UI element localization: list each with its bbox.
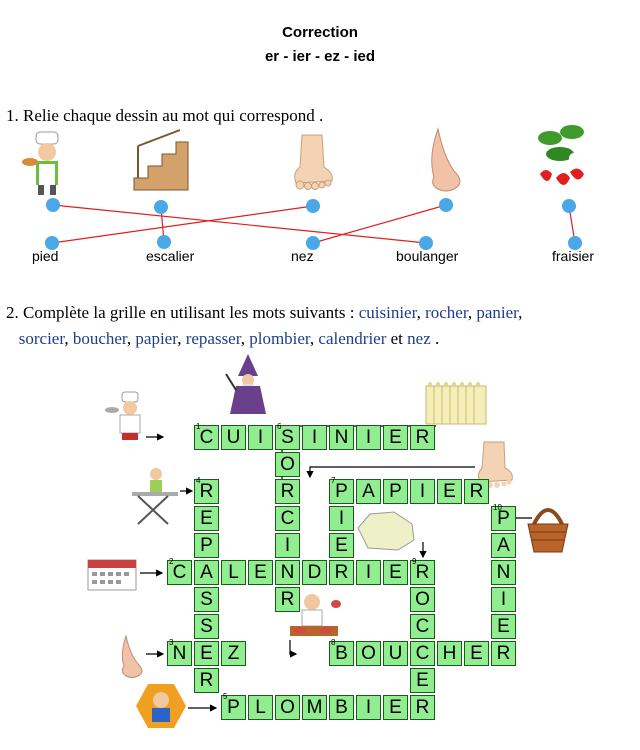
crossword-cell[interactable] xyxy=(437,641,462,666)
crossword-cell[interactable] xyxy=(194,668,219,693)
crossword-letter: M xyxy=(306,697,323,718)
crossword-cell[interactable] xyxy=(383,479,408,504)
clue-number: 7 xyxy=(331,476,336,485)
clue-number: 5 xyxy=(223,692,228,701)
word-fraisier: fraisier xyxy=(552,248,595,264)
clue-number: 1 xyxy=(196,422,201,431)
crossword-letter: C xyxy=(280,508,295,529)
crossword-cell[interactable] xyxy=(437,479,462,504)
crossword-letter: N xyxy=(280,562,295,583)
crossword-cell[interactable] xyxy=(329,506,354,531)
crossword-letter: S xyxy=(200,616,213,637)
crossword-cell[interactable] xyxy=(194,560,219,585)
crossword-letter: O xyxy=(280,697,295,718)
clue-number: 2 xyxy=(169,557,174,566)
crossword-cell[interactable] xyxy=(167,638,192,666)
crossword-letter: E xyxy=(443,481,456,502)
crossword-cell[interactable] xyxy=(248,560,273,585)
crossword-letter: I xyxy=(365,427,372,448)
crossword-letter: N xyxy=(172,643,187,664)
crossword-cell[interactable] xyxy=(194,533,219,558)
word-pied: pied xyxy=(32,248,59,264)
crossword-letter: H xyxy=(442,643,457,664)
crossword-letter: E xyxy=(200,508,213,529)
crossword-cell[interactable] xyxy=(383,641,408,666)
crossword-cell[interactable] xyxy=(410,695,435,720)
crossword-letter: I xyxy=(257,427,264,448)
crossword-cell[interactable] xyxy=(329,638,354,666)
exercise-1-instruction: 1. Relie chaque dessin au mot qui correspond . xyxy=(6,106,324,125)
crossword-letter: N xyxy=(334,427,349,448)
crossword-letter: R xyxy=(280,589,295,610)
crossword-cell[interactable] xyxy=(248,425,273,450)
crossword-letter: O xyxy=(415,589,430,610)
crossword-cell[interactable] xyxy=(275,452,300,477)
crossword-cell[interactable] xyxy=(410,641,435,666)
crossword-cell[interactable] xyxy=(356,641,381,666)
crossword-cell[interactable] xyxy=(491,503,516,531)
clue-number: 8 xyxy=(331,638,336,647)
crossword-cell[interactable] xyxy=(383,425,408,450)
crossword-letter: P xyxy=(389,481,402,502)
crossword-cell[interactable] xyxy=(410,668,435,693)
crossword-cell[interactable] xyxy=(383,560,408,585)
crossword-cell[interactable] xyxy=(329,533,354,558)
crossword-letter: R xyxy=(415,562,430,583)
crossword-letter: R xyxy=(415,697,430,718)
crossword-letter: B xyxy=(335,643,348,664)
crossword-letter: I xyxy=(311,427,318,448)
crossword-cell[interactable] xyxy=(221,641,246,666)
crossword-letter: R xyxy=(334,562,349,583)
page-subtitle: er - ier - ez - ied xyxy=(264,48,376,65)
crossword-cell[interactable] xyxy=(275,422,300,450)
crossword-letter: I xyxy=(338,508,345,529)
crossword-letter: S xyxy=(200,589,213,610)
crossword-cell[interactable] xyxy=(302,695,327,720)
crossword-letter: E xyxy=(497,616,510,637)
crossword-letter: Z xyxy=(227,643,240,664)
clue-number: 4 xyxy=(196,476,201,485)
crossword-letter: I xyxy=(365,562,372,583)
crossword-cell[interactable] xyxy=(464,641,489,666)
crossword-cell[interactable] xyxy=(275,479,300,504)
crossword-cell[interactable] xyxy=(329,560,354,585)
crossword-cell[interactable] xyxy=(464,479,489,504)
crossword-letter: I xyxy=(365,697,372,718)
crossword-letter: L xyxy=(228,562,239,583)
crossword-letter: C xyxy=(199,427,214,448)
crossword-cell[interactable] xyxy=(194,476,219,504)
crossword-cell[interactable] xyxy=(275,506,300,531)
crossword-letter: E xyxy=(254,562,267,583)
crossword-cell[interactable] xyxy=(194,641,219,666)
crossword-cell[interactable] xyxy=(356,425,381,450)
crossword-letter: R xyxy=(496,643,511,664)
crossword-letter: R xyxy=(199,670,214,691)
page-title: Correction xyxy=(282,24,358,41)
crossword-cell[interactable] xyxy=(275,533,300,558)
crossword-letter: I xyxy=(500,589,507,610)
crossword-letter: E xyxy=(200,643,213,664)
clue-number: 6 xyxy=(277,422,282,431)
crossword-letter: P xyxy=(497,508,510,529)
crossword-letter: E xyxy=(389,562,402,583)
crossword-letter: E xyxy=(335,535,348,556)
crossword-cell[interactable] xyxy=(221,425,246,450)
crossword-letter: I xyxy=(284,535,291,556)
crossword-letter: R xyxy=(469,481,484,502)
crossword-letter: O xyxy=(361,643,376,664)
crossword-letter: L xyxy=(255,697,266,718)
crossword-letter: O xyxy=(280,454,295,475)
crossword-cell[interactable] xyxy=(491,587,516,612)
clue-number: 9 xyxy=(412,557,417,566)
exercise-2-instruction: 2. Complète la grille en utilisant les mots suivants : cuisinier, rocher, panier, sorcier, boucher, papier, repasser, plombier, calendrier et nez . xyxy=(6,303,523,348)
crossword-cell[interactable] xyxy=(302,425,327,450)
crossword-cell[interactable] xyxy=(356,560,381,585)
crossword-letter: S xyxy=(281,427,294,448)
crossword-cell[interactable] xyxy=(221,560,246,585)
crossword-letter: R xyxy=(415,427,430,448)
crossword-letter: B xyxy=(335,697,348,718)
crossword-letter: P xyxy=(227,697,240,718)
crossword-cell[interactable] xyxy=(356,479,381,504)
crossword-letter: E xyxy=(416,670,429,691)
crossword-letter: U xyxy=(388,643,403,664)
crossword-letter: P xyxy=(335,481,348,502)
crossword-letter: N xyxy=(496,562,511,583)
crossword-cell[interactable] xyxy=(194,587,219,612)
crossword-letter: A xyxy=(362,481,375,502)
word-boulanger: boulanger xyxy=(396,248,459,264)
crossword-cell[interactable] xyxy=(329,425,354,450)
crossword-cell[interactable] xyxy=(491,614,516,639)
crossword-letter: A xyxy=(497,535,510,556)
crossword-letter: I xyxy=(419,481,426,502)
crossword-cell[interactable] xyxy=(491,641,516,666)
crossword-cell[interactable] xyxy=(275,560,300,585)
crossword-cell[interactable] xyxy=(329,695,354,720)
clue-number: 3 xyxy=(169,638,174,647)
crossword-letter: C xyxy=(172,562,187,583)
crossword-letter: U xyxy=(226,427,241,448)
crossword-letter: E xyxy=(389,427,402,448)
crossword-cell[interactable] xyxy=(410,425,435,450)
crossword-cell[interactable] xyxy=(491,560,516,585)
crossword-cell[interactable] xyxy=(194,506,219,531)
crossword-cell[interactable] xyxy=(248,695,273,720)
crossword-cell[interactable] xyxy=(410,557,435,585)
crossword-letter: R xyxy=(199,481,214,502)
crossword-letter: C xyxy=(415,616,430,637)
crossword-cell[interactable] xyxy=(221,692,246,720)
crossword-cell[interactable] xyxy=(329,476,354,504)
crossword-letter: D xyxy=(307,562,322,583)
crossword-letter: C xyxy=(415,643,430,664)
word-escalier: escalier xyxy=(146,248,195,264)
crossword-cell[interactable] xyxy=(410,479,435,504)
word-nez: nez xyxy=(291,248,314,264)
clue-number: 10 xyxy=(493,503,502,512)
crossword-cell[interactable] xyxy=(356,695,381,720)
crossword-cell[interactable] xyxy=(167,557,192,585)
crossword-letter: A xyxy=(200,562,213,583)
crossword-cell[interactable] xyxy=(275,695,300,720)
crossword-cell[interactable] xyxy=(194,422,219,450)
crossword-cell[interactable] xyxy=(194,614,219,639)
crossword-cell[interactable] xyxy=(302,560,327,585)
crossword-letter: E xyxy=(389,697,402,718)
crossword-cell[interactable] xyxy=(383,695,408,720)
crossword-letter: P xyxy=(200,535,213,556)
crossword-cell[interactable] xyxy=(410,587,435,612)
crossword-cell[interactable] xyxy=(275,587,300,612)
crossword-letter: R xyxy=(280,481,295,502)
crossword-letter: E xyxy=(470,643,483,664)
crossword-cell[interactable] xyxy=(491,533,516,558)
crossword-cell[interactable] xyxy=(410,614,435,639)
